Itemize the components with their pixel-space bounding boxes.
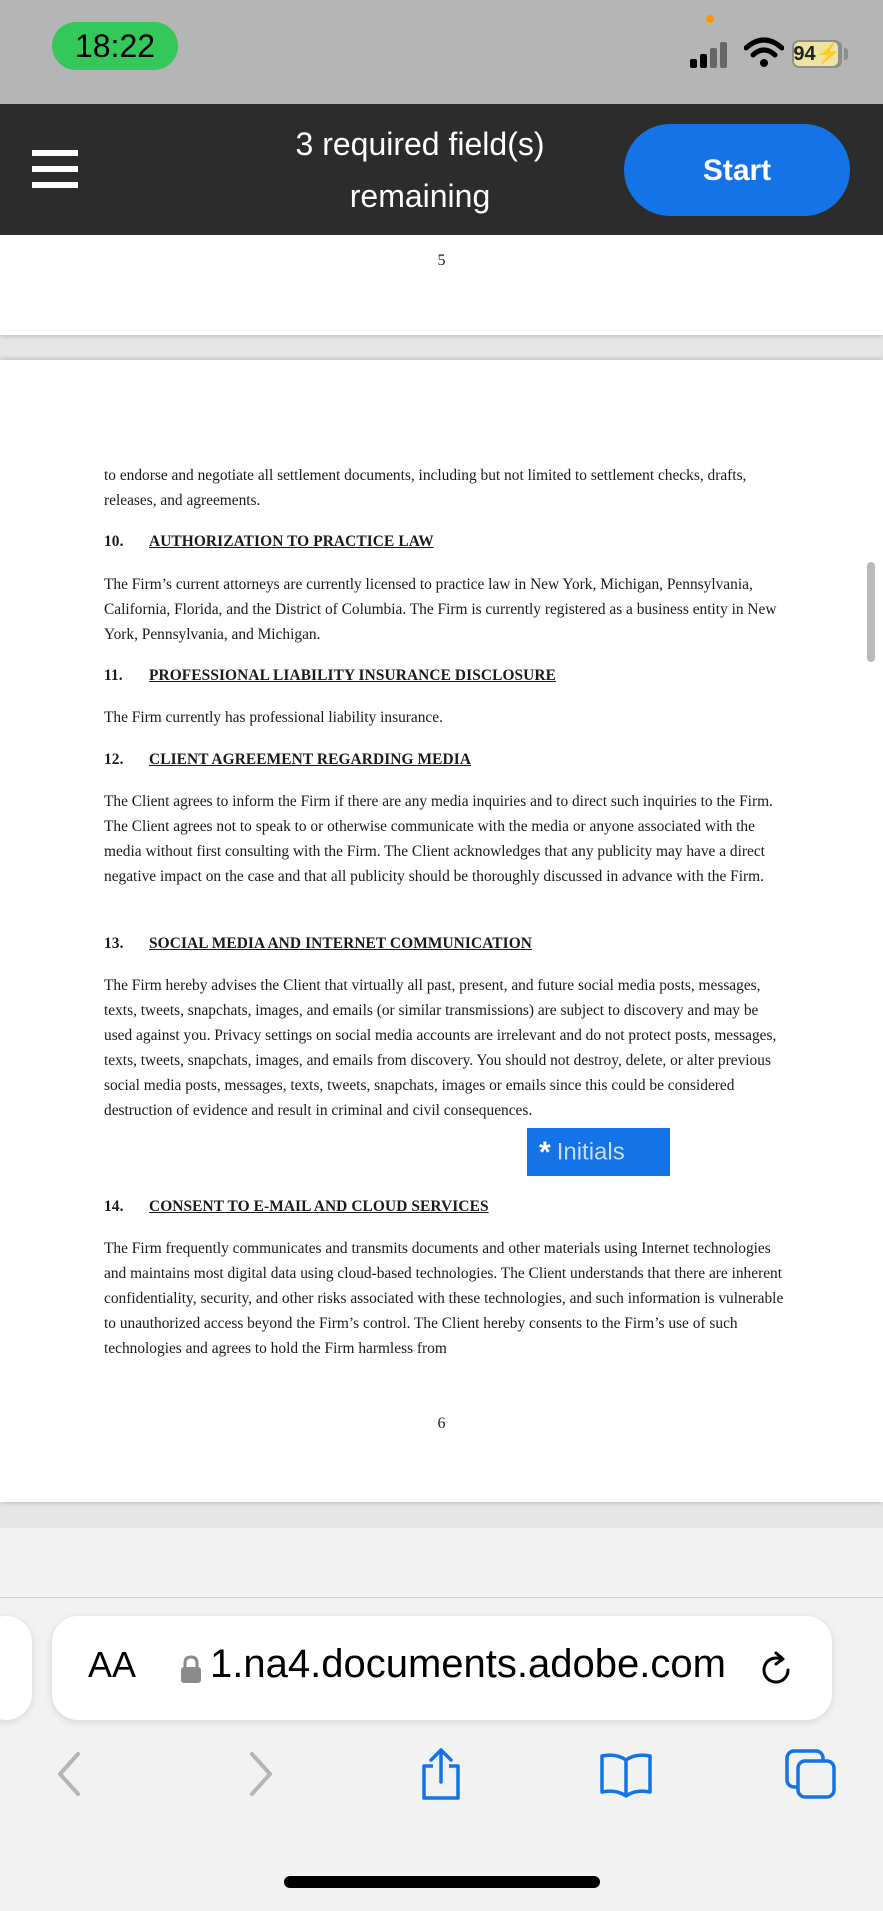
initials-label: Initials bbox=[556, 1138, 625, 1166]
intro-paragraph: to endorse and negotiate all settlement documents, including but not limited to settlement checks, drafts, releases, and agreements. bbox=[104, 467, 747, 509]
lock-icon bbox=[180, 1654, 202, 1684]
home-indicator bbox=[284, 1876, 600, 1888]
status-time: 18:22 bbox=[52, 22, 178, 70]
required-fields-status bbox=[260, 118, 580, 222]
cellular-signal-icon bbox=[690, 40, 734, 68]
required-fields-line1: 3 required field(s) bbox=[295, 126, 545, 162]
forward-icon[interactable] bbox=[236, 1748, 282, 1800]
tabs-icon[interactable] bbox=[784, 1748, 838, 1800]
start-button[interactable]: Start bbox=[624, 124, 850, 216]
section-14-heading: 14. CONSENT TO E-MAIL AND CLOUD SERVICES bbox=[104, 1198, 489, 1215]
initials-field[interactable] bbox=[527, 1128, 670, 1176]
section-10-heading: 10. AUTHORIZATION TO PRACTICE LAW bbox=[104, 533, 434, 550]
battery-icon bbox=[792, 40, 842, 68]
privacy-indicator-dot bbox=[706, 15, 714, 23]
section-12-heading: 12. CLIENT AGREEMENT REGARDING MEDIA bbox=[104, 751, 472, 768]
reader-options-button[interactable]: AA bbox=[88, 1644, 137, 1685]
battery-nub bbox=[844, 48, 848, 60]
section-11-heading: 11. PROFESSIONAL LIABILITY INSURANCE DISCLOSURE bbox=[104, 667, 556, 684]
section-13-body: The Firm hereby advises the Client that virtually all past, present, and future social media posts, messages, texts, tweets, snapchats, images, and emails (or similar transmissions) are subject to discovery and may be used against you. Privacy settings on social media accounts are irrelevant and do not protect posts, messages, texts, tweets, snapchats, images, and emails from discovery. You should not destroy, delete, or alter previous social media posts, messages, texts, tweets, snapchats, images or emails since this could be considered destruction of evidence and result in criminal and civil consequences. bbox=[104, 977, 777, 1119]
required-star-icon: * bbox=[539, 1135, 551, 1169]
section-10-body: The Firm’s current attorneys are currently licensed to practice law in New York, Michigan, Pennsylvania, California, Florida, and the District of Columbia. The Firm is currently registered as a business entity in New York, Pennsylvania, and Michigan. bbox=[104, 576, 777, 643]
back-icon[interactable] bbox=[48, 1748, 94, 1800]
scroll-indicator[interactable] bbox=[867, 562, 875, 662]
section-11-body: The Firm currently has professional liability insurance. bbox=[104, 709, 443, 726]
browser-divider bbox=[0, 1597, 883, 1598]
wifi-icon bbox=[744, 36, 784, 68]
page-number-5: 5 bbox=[437, 252, 446, 269]
reload-icon[interactable] bbox=[756, 1650, 796, 1690]
page-number-6: 6 bbox=[437, 1415, 446, 1432]
bookmarks-icon[interactable] bbox=[598, 1748, 654, 1800]
url-text[interactable]: 1.na4.documents.adobe.com bbox=[210, 1642, 726, 1686]
required-fields-line2: remaining bbox=[349, 178, 491, 214]
section-13-heading: 13. SOCIAL MEDIA AND INTERNET COMMUNICATION bbox=[104, 935, 533, 952]
section-12-body: The Client agrees to inform the Firm if there are any media inquiries and to direct such inquiries to the Firm. The Client agrees not to speak to or otherwise communicate with the media or anyone associated with the media without first consulting with the Firm. The Client acknowledges that any publicity may have a direct negative impact on the case and that all publicity should be thoroughly discussed in advance with the Firm. bbox=[104, 793, 773, 885]
previous-tab-peek[interactable] bbox=[0, 1616, 32, 1720]
document-page-5 bbox=[0, 235, 883, 335]
hamburger-icon[interactable] bbox=[32, 150, 78, 188]
section-14-body: The Firm frequently communicates and transmits documents and other materials using Internet technologies and maintains most digital data using cloud-based technologies. The Client understands that there are inherent confidentiality, security, and other risks associated with these technologies, and such information is vulnerable to unauthorized access beyond the Firm’s control. The Client hereby consents to the Firm’s use of such technologies and agrees to hold the Firm harmless from bbox=[104, 1240, 784, 1357]
share-icon[interactable] bbox=[418, 1748, 464, 1800]
battery-level: 94⚡ bbox=[793, 43, 841, 65]
